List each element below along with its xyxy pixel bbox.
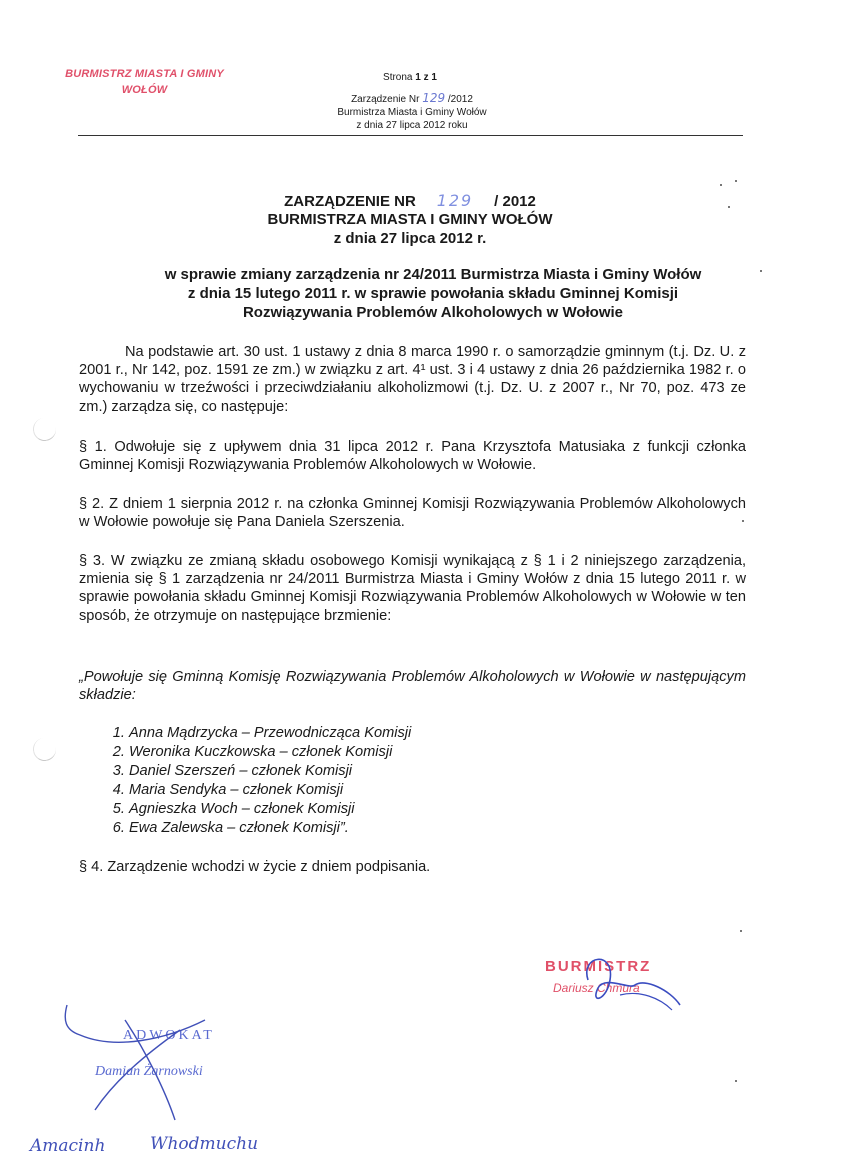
list-item: 5. Agnieszka Woch – członek Komisji <box>129 800 411 819</box>
scan-speck <box>740 930 742 932</box>
paragraph-3: § 3. W związku ze zmianą składu osobowego Komisji wynikającą z § 1 i 2 niniejszego zarządzenia, zmienia się § 1 zarządzenia nr 24/2011 Burmistrza Miasta i Gminy Wołów z dnia 15 lutego 2011 r. w sprawie powołania składu Gminnej Komisji Rozwiązywania Problemów Alkoholowych w Wołowie w ten sposób, że otrzymuje on następujące brzmienie: <box>79 553 746 624</box>
list-item: 3. Daniel Szerszeń – członek Komisji <box>129 762 411 781</box>
header-reference: Zarządzenie Nr 129 /2012 Burmistrza Miasta i Gminy Wołów z dnia 27 lipca 2012 roku <box>337 91 487 131</box>
office-stamp <box>32 66 257 98</box>
handwritten-initials-right: Whodmuchu <box>150 1134 259 1154</box>
scan-speck <box>728 206 730 208</box>
lawyer-role: ADWOKAT <box>123 1028 215 1043</box>
page-indicator: Strona 1 z 1 <box>383 72 437 83</box>
punch-hole-mark <box>31 416 58 443</box>
document-issuer: BURMISTRZA MIASTA I GMINY WOŁÓW <box>267 211 553 228</box>
scan-speck <box>742 520 744 522</box>
handwritten-number: 129 <box>422 91 446 105</box>
subject-line2: z dnia 15 lutego 2011 r. w sprawie powołania składu Gminnej Komisji <box>187 285 679 302</box>
header-divider <box>78 135 743 136</box>
legal-basis-paragraph: Na podstawie art. 30 ust. 1 ustawy z dnia 8 marca 1990 r. o samorządzie gminnym (t.j. Dz. U. z 2001 r., Nr 142, poz. 1591 ze zm.) w związku z art. 4¹ ust. 3 i 4 ustawy z dnia 26 października 1982 r. o wychowaniu w trzeźwości i przeciwdziałaniu alkoholizmowi (t.j. Dz. U. z 2007 r., Nr 70, poz. 473 ze zm.) zarządza się, co następuje: <box>79 344 746 415</box>
paragraph-1: § 1. Odwołuje się z upływem dnia 31 lipca 2012 r. Pana Krzysztofa Matusiaka z funkcji członka Gminnej Komisji Rozwiązywania Problemów Alkoholowych w Wołowie. <box>79 439 746 474</box>
list-item: 1. Anna Mądrzycka – Przewodnicząca Komisji <box>129 724 411 743</box>
punch-hole-mark <box>31 736 58 763</box>
list-item: 4. Maria Sendyka – członek Komisji <box>129 781 411 800</box>
lawyer-signature-icon <box>55 1000 225 1130</box>
lawyer-name: Damian Żarnowski <box>95 1064 203 1079</box>
mayor-role: BURMISTRZ <box>545 958 652 975</box>
subject-line1: w sprawie zmiany zarządzenia nr 24/2011 Burmistrza Miasta i Gminy Wołów <box>164 266 702 283</box>
document-date: z dnia 27 lipca 2012 r. <box>333 230 487 247</box>
office-stamp-line2: WOŁÓW <box>121 84 168 96</box>
scan-speck <box>760 270 762 272</box>
subject-line3: Rozwiązywania Problemów Alkoholowych w Wołowie <box>242 304 624 321</box>
office-stamp-line1: BURMISTRZ MIASTA I GMINY <box>65 68 224 80</box>
quote-intro: „Powołuje się Gminną Komisję Rozwiązywania Problemów Alkoholowych w Wołowie w następującym składzie: <box>79 669 746 704</box>
list-item: 6. Ewa Zalewska – członek Komisji”. <box>129 819 411 838</box>
scan-speck <box>735 180 737 182</box>
mayor-signature-icon <box>560 950 690 1020</box>
handwritten-title-number: 129 <box>436 191 474 210</box>
scan-speck <box>720 184 722 186</box>
handwritten-initials-left: Amacinh <box>30 1136 106 1156</box>
document-title: ZARZĄDZENIE NR 129 / 2012 <box>284 191 536 210</box>
list-item: 2. Weronika Kuczkowska – członek Komisji <box>129 743 411 762</box>
paragraph-2: § 2. Z dniem 1 sierpnia 2012 r. na członka Gminnej Komisji Rozwiązywania Problemów Alkoholowych w Wołowie powołuje się Pana Daniela Szerszenia. <box>79 496 746 531</box>
scan-speck <box>735 1080 737 1082</box>
members-list <box>104 724 411 838</box>
mayor-name: Dariusz Chmura <box>553 981 640 995</box>
paragraph-4: § 4. Zarządzenie wchodzi w życie z dniem podpisania. <box>79 859 431 875</box>
